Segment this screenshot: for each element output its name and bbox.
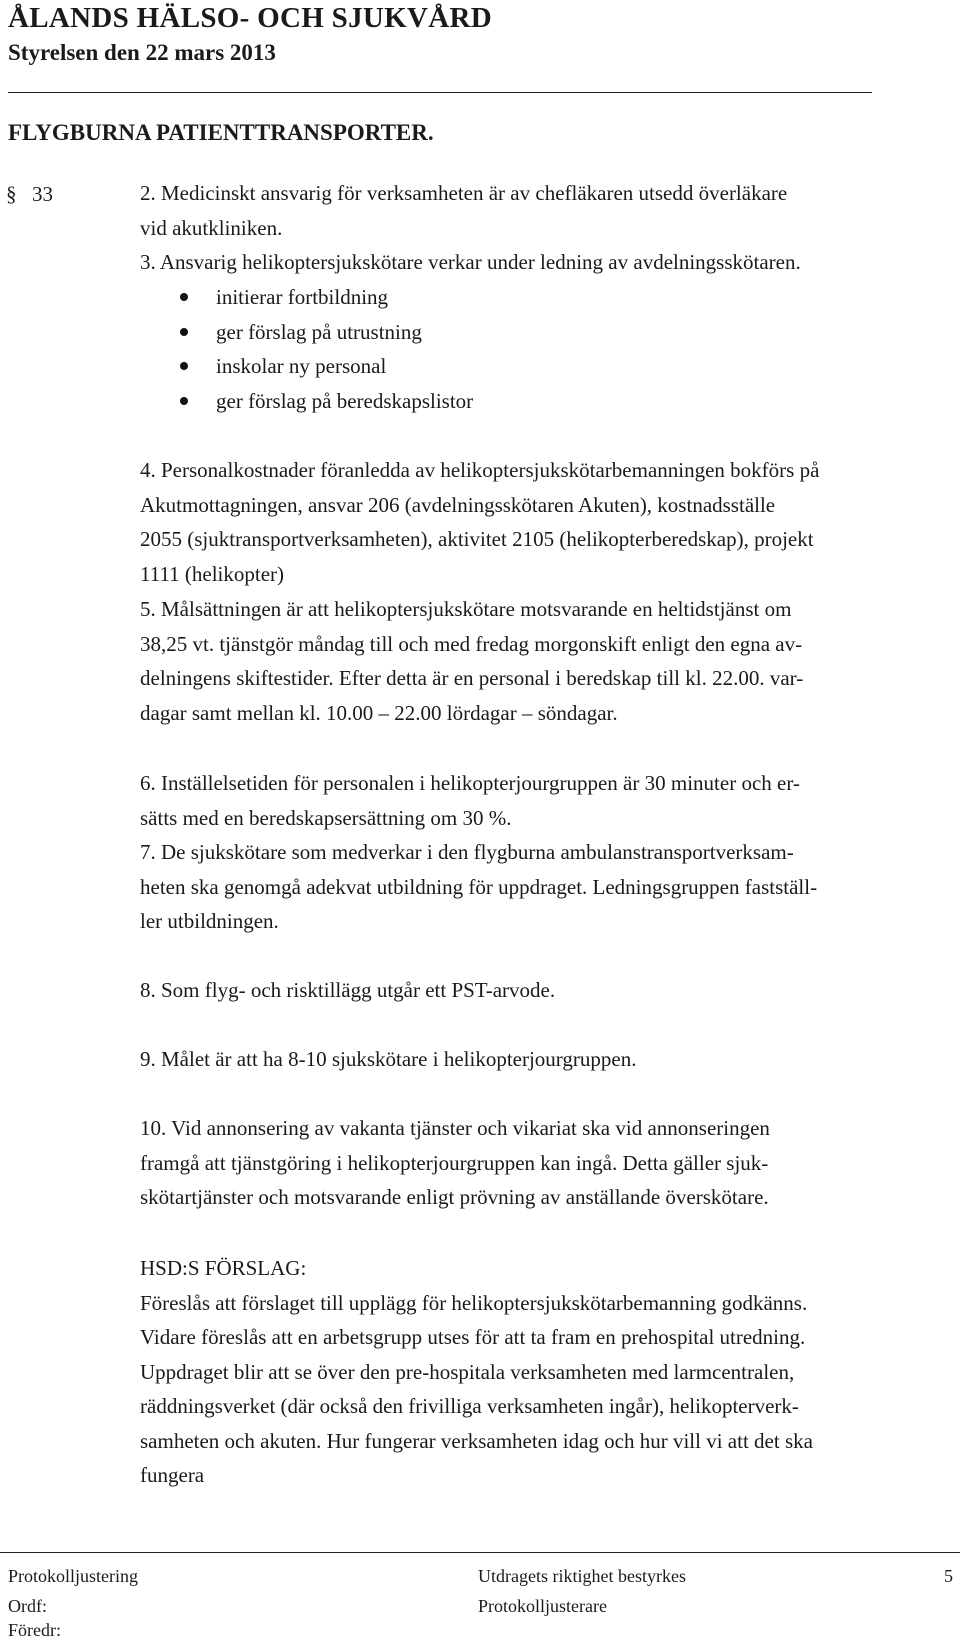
- footer-protokolljustering: Protokolljustering: [8, 1566, 138, 1586]
- footer-presenter: Föredr:: [8, 1620, 61, 1640]
- list-item: [176, 280, 473, 315]
- item-4: [140, 453, 960, 591]
- list-item: [176, 315, 473, 350]
- proposal-section: [140, 1251, 960, 1493]
- organization-title: ÅLANDS HÄLSO- OCH SJUKVÅRD: [8, 2, 492, 34]
- items-2-3-text: 2. Medicinskt ansvarig för verksamheten är av chefläkaren utsedd överläkare vid akutkliniken. 3. Ansvarig helikoptersjukskötare verkar under ledning av avdelningsskötaren.: [140, 181, 801, 274]
- bullet-icon: [180, 362, 188, 370]
- item-5: [140, 592, 960, 730]
- bullet-icon: [180, 397, 188, 405]
- list-item: [176, 384, 473, 419]
- items-6-7: [140, 766, 960, 939]
- item-4-text: 4. Personalkostnader föranledda av helikoptersjukskötarbemanningen bokförs på Akutmottagningen, ansvar 206 (avdelningsskötaren Akuten), kostnadsställe 2055 (sjuktransportverksamheten), aktivitet 2105 (helikopterberedskap), projekt 1111 (helikopter): [140, 458, 820, 586]
- bullet-list: [176, 280, 473, 418]
- list-item-text: ger förslag på utrustning: [216, 319, 422, 344]
- meeting-date: Styrelsen den 22 mars 2013: [8, 40, 276, 65]
- item-8: [140, 973, 960, 1008]
- page-number: 5: [944, 1566, 953, 1586]
- header-divider: [8, 92, 872, 93]
- bullet-icon: [180, 293, 188, 301]
- footer-verifier: Protokolljusterare: [478, 1596, 607, 1616]
- items-6-7-text: 6. Inställelsetiden för personalen i helikopterjourgruppen är 30 minuter och er- sätts med en beredskapsersättning om 30 %. 7. De sjukskötare som medverkar i den flygburna ambulanstransportverksam- heten ska genomgå adekvat utbildning för uppdraget. Ledningsgruppen fastställ- ler utbildningen.: [140, 771, 818, 933]
- bullet-icon: [180, 328, 188, 336]
- list-item-text: ger förslag på beredskapslistor: [216, 388, 474, 413]
- proposal-text: Föreslås att förslaget till upplägg för helikoptersjukskötarbemanning godkänns. Vidare föreslås att en arbetsgrupp utses för att ta fram en prehospital utredning. Uppdraget blir att se över den pre-hospitala verksamheten med larmcentralen, räddningsverket (där också den frivilliga verksamheten ingår), helikopterverk- samheten och akuten. Hur fungerar verksamheten idag och hur vill vi att det ska fungera: [140, 1290, 813, 1487]
- list-item-text: inskolar ny personal: [216, 354, 387, 378]
- list-item-text: initierar fortbildning: [216, 285, 389, 309]
- item-9-text: 9. Målet är att ha 8-10 sjukskötare i helikopterjourgruppen.: [140, 1047, 637, 1071]
- item-10-text: 10. Vid annonsering av vakanta tjänster och vikariat ska vid annonseringen framgå att tjänstgöring i helikopterjourgruppen kan ingå. Detta gäller sjuk- skötartjänster och motsvarande enligt prövning av anställande överskötare.: [140, 1116, 770, 1209]
- paragraph-number: 33: [32, 182, 53, 206]
- footer-chair: Ordf:: [8, 1596, 47, 1616]
- items-2-3: [140, 176, 960, 280]
- list-item: [176, 349, 473, 384]
- item-10: [140, 1111, 960, 1215]
- section-title: FLYGBURNA PATIENTTRANSPORTER.: [8, 120, 434, 145]
- footer-divider: [0, 1552, 960, 1553]
- section-mark: §: [6, 182, 17, 206]
- item-5-text: 5. Målsättningen är att helikoptersjukskötare motsvarande en heltidstjänst om 38,25 vt. tjänstgör måndag till och med fredag morgonskift enligt den egna av- delningens skiftestider. Efter detta är en personal i beredskap till kl. 22.00. var- dagar samt mellan kl. 10.00 – 22.00 lördagar – söndagar.: [140, 597, 804, 725]
- item-8-text: 8. Som flyg- och risktillägg utgår ett PST-arvode.: [140, 978, 556, 1002]
- proposal-heading: HSD:S FÖRSLAG:: [140, 1256, 307, 1280]
- item-9: [140, 1042, 960, 1077]
- footer-certification: Utdragets riktighet bestyrkes: [478, 1566, 686, 1586]
